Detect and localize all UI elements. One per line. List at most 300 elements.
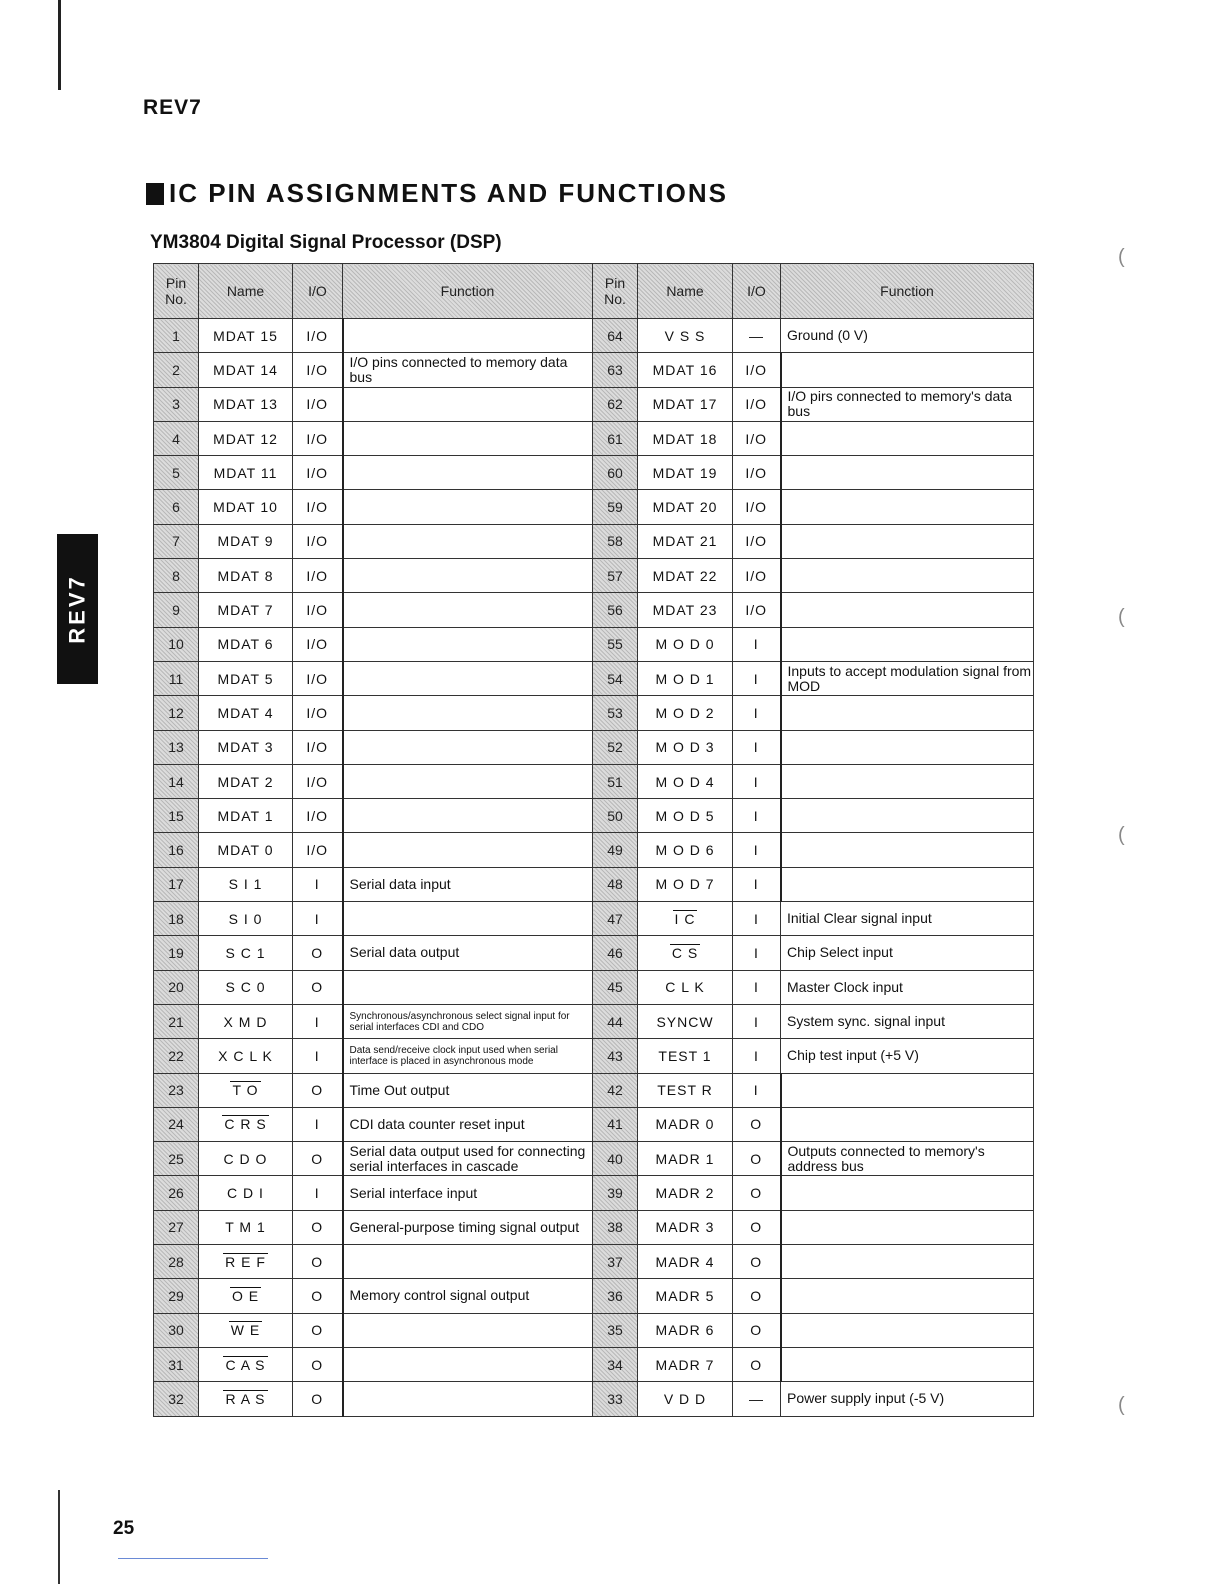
pin-number-text: 58 (607, 533, 623, 550)
pin-number-text: 29 (168, 1287, 184, 1304)
pin-function (781, 524, 1034, 558)
pin-io-text: O (750, 1287, 763, 1304)
pin-io-text: I/O (306, 739, 329, 756)
table-row (154, 1347, 1034, 1381)
pin-io-text: I (753, 842, 759, 859)
pin-io (293, 559, 343, 593)
pin-name (199, 764, 293, 798)
pin-number (154, 524, 199, 558)
table-row (154, 559, 1034, 593)
pin-number-text: 35 (607, 1322, 623, 1339)
pin-io (293, 456, 343, 490)
pin-number (593, 353, 638, 387)
pin-io-text: O (750, 1253, 763, 1270)
pin-io (733, 593, 781, 627)
pin-function-text: Outputs connected to memory's address bus (787, 1142, 985, 1174)
pin-number (154, 1210, 199, 1244)
pin-name (199, 1039, 293, 1073)
pin-name (199, 1382, 293, 1416)
pin-name-text: MDAT 8 (217, 567, 274, 584)
pin-function-text: Power supply input (-5 V) (787, 1390, 945, 1407)
pin-io (733, 1176, 781, 1210)
pin-number (154, 490, 199, 524)
pin-name-text: MADR 6 (655, 1322, 715, 1339)
pin-name-text: M O D 0 (655, 636, 715, 653)
pin-function (781, 627, 1034, 661)
pin-name (199, 1176, 293, 1210)
col-pin-right: Pin No. (593, 264, 638, 319)
pin-io (733, 627, 781, 661)
pin-name (199, 524, 293, 558)
pin-number-text: 39 (607, 1185, 623, 1202)
pin-io (293, 421, 343, 455)
pin-function (781, 696, 1034, 730)
pin-number (593, 1245, 638, 1279)
pin-number (593, 524, 638, 558)
pin-number (593, 421, 638, 455)
pin-io-text: O (311, 1082, 324, 1099)
pin-number-text: 34 (607, 1356, 623, 1373)
pin-name (638, 421, 733, 455)
pin-number (154, 902, 199, 936)
pin-io (293, 627, 343, 661)
binding-mark: ( (1118, 1394, 1125, 1416)
table-row (154, 696, 1034, 730)
pin-io (293, 936, 343, 970)
pin-io (733, 1004, 781, 1038)
pin-function (343, 627, 593, 661)
pin-io-text: I/O (745, 602, 768, 619)
pin-name (199, 936, 293, 970)
pin-number (593, 970, 638, 1004)
pin-name-text: O E (231, 1287, 260, 1304)
pin-io-text: I/O (306, 602, 329, 619)
pin-function-text: Initial Clear signal input (787, 910, 932, 927)
pin-function (343, 490, 593, 524)
pin-function (343, 764, 593, 798)
pin-number (593, 1142, 638, 1176)
pin-number (593, 696, 638, 730)
pin-name (638, 970, 733, 1004)
pin-name (638, 1107, 733, 1141)
pin-function-text: Chip test input (+5 V) (787, 1047, 919, 1064)
col-io-left: I/O (293, 264, 343, 319)
pin-io-text: O (311, 1390, 324, 1407)
pin-number-text: 55 (607, 636, 623, 653)
pin-number-text: 44 (607, 1013, 623, 1030)
pin-number (154, 833, 199, 867)
pin-function (343, 524, 593, 558)
pin-io (293, 970, 343, 1004)
pin-io-text: I (753, 1082, 759, 1099)
pin-name (638, 902, 733, 936)
pin-function-text: I/O pirs connected to memory's data bus (787, 388, 1012, 420)
pin-io-text: O (311, 1219, 324, 1236)
pin-io (733, 833, 781, 867)
pin-function (781, 764, 1034, 798)
pin-io (733, 1382, 781, 1416)
pin-name-text: S C 1 (225, 944, 266, 961)
pin-io-text: I (314, 1116, 320, 1133)
pin-name (638, 1039, 733, 1073)
pin-number-text: 46 (607, 944, 623, 961)
pin-number-text: 12 (168, 704, 184, 721)
pin-io-text: O (311, 1322, 324, 1339)
pin-number (593, 593, 638, 627)
pin-name-text: MDAT 10 (213, 499, 278, 516)
pin-io-text: I (314, 1185, 320, 1202)
pin-io (733, 456, 781, 490)
pin-io (293, 764, 343, 798)
pin-name (199, 867, 293, 901)
pin-io-text: I/O (306, 361, 329, 378)
pin-number-text: 16 (168, 842, 184, 859)
pin-number (593, 1176, 638, 1210)
pin-function (781, 319, 1034, 353)
pin-name-text: MDAT 3 (217, 739, 274, 756)
pin-io (293, 867, 343, 901)
pin-number-text: 15 (168, 807, 184, 824)
pin-number (154, 1004, 199, 1038)
pin-name-text: MDAT 16 (652, 361, 718, 378)
pin-name-text: C L K (665, 979, 705, 996)
pin-name (638, 1004, 733, 1038)
pin-name-text: S I 0 (228, 910, 263, 927)
pin-name (638, 559, 733, 593)
pin-number-text: 7 (172, 533, 180, 550)
pin-function (781, 1382, 1034, 1416)
pin-number (154, 1279, 199, 1313)
pin-number (154, 970, 199, 1004)
pin-name (638, 1142, 733, 1176)
model-header: REV7 (143, 96, 202, 119)
pin-io-text: I (753, 773, 759, 790)
pin-name-text: MDAT 4 (217, 704, 274, 721)
pin-io-text: I (314, 1013, 320, 1030)
pin-function (343, 1004, 593, 1038)
table-row (154, 1142, 1034, 1176)
pin-name (199, 490, 293, 524)
pin-number (154, 593, 199, 627)
pin-function (781, 833, 1034, 867)
pin-io (733, 799, 781, 833)
pin-io (293, 1245, 343, 1279)
pin-io-text: I/O (306, 567, 329, 584)
table-row (154, 936, 1034, 970)
page-title (146, 178, 728, 209)
table-row (154, 1073, 1034, 1107)
pin-io (733, 936, 781, 970)
pin-name (199, 1142, 293, 1176)
left-margin-rule (58, 0, 61, 90)
pin-function (781, 353, 1034, 387)
pin-number-text: 42 (607, 1082, 623, 1099)
pin-name (199, 387, 293, 421)
pin-io (293, 1279, 343, 1313)
pin-name-text: MDAT 6 (217, 636, 274, 653)
pin-function (343, 902, 593, 936)
pin-io-text: O (750, 1356, 763, 1373)
pin-function (343, 867, 593, 901)
pin-io-text: O (750, 1116, 763, 1133)
pin-io (293, 387, 343, 421)
pin-io-text: I/O (745, 430, 768, 447)
pin-number-text: 61 (607, 430, 623, 447)
pin-io (733, 764, 781, 798)
pin-io (293, 1039, 343, 1073)
pin-io-text: O (311, 979, 324, 996)
pin-io (293, 319, 343, 353)
pin-io (733, 1245, 781, 1279)
pin-io-text: I (314, 910, 320, 927)
pin-io (293, 799, 343, 833)
pin-name-text: MADR 1 (655, 1150, 715, 1167)
pin-name-text: MDAT 11 (213, 464, 278, 481)
pin-io-text: I/O (306, 430, 329, 447)
pin-function (343, 1176, 593, 1210)
pin-number (593, 387, 638, 421)
footer-rule (118, 1558, 268, 1559)
pin-number (593, 1279, 638, 1313)
pin-io (293, 1107, 343, 1141)
pin-name (638, 867, 733, 901)
pin-number (154, 1176, 199, 1210)
pin-number-text: 24 (168, 1116, 184, 1133)
table-row (154, 764, 1034, 798)
pin-io-text: O (311, 1253, 324, 1270)
pin-name-text: I C (674, 910, 696, 927)
pin-io (293, 1313, 343, 1347)
table-row (154, 730, 1034, 764)
pin-function (343, 1039, 593, 1073)
pin-function-text: Inputs to accept modulation signal from MOD (787, 662, 1032, 694)
pin-function (781, 1142, 1034, 1176)
pin-function (781, 1039, 1034, 1073)
pin-io-text: I (753, 636, 759, 653)
pin-io-text: O (750, 1185, 763, 1202)
pin-io (733, 1107, 781, 1141)
pin-io-text: I (754, 944, 759, 961)
pin-name (199, 1313, 293, 1347)
pin-function-text: System sync. signal input (787, 1013, 945, 1030)
side-tab-label: REV7 (64, 574, 90, 644)
pin-name-text: MDAT 20 (652, 499, 718, 516)
pin-name (199, 1210, 293, 1244)
pin-function (343, 387, 593, 421)
pin-io (733, 661, 781, 695)
pin-name-text: MDAT 1 (217, 807, 274, 824)
pin-io-text: I/O (745, 533, 768, 550)
pin-number-text: 22 (168, 1047, 184, 1064)
pin-io (733, 387, 781, 421)
pin-io-text: I/O (306, 807, 329, 824)
pin-number (593, 833, 638, 867)
pin-function (781, 1176, 1034, 1210)
pin-io-text: — (749, 327, 764, 344)
pin-number-text: 37 (607, 1253, 623, 1270)
pin-io-text: O (750, 1322, 763, 1339)
pin-number-text: 47 (607, 910, 623, 927)
pin-function (781, 867, 1034, 901)
pin-function (781, 1245, 1034, 1279)
pin-name (199, 559, 293, 593)
pin-number-text: 4 (172, 430, 180, 447)
pin-name-text: MDAT 19 (652, 464, 718, 481)
pin-name (638, 661, 733, 695)
pin-io-text: I/O (745, 567, 768, 584)
pin-io (293, 1210, 343, 1244)
pin-function (781, 1279, 1034, 1313)
pin-number-text: 60 (607, 464, 623, 481)
pin-number (593, 1004, 638, 1038)
pin-name (199, 627, 293, 661)
pin-name-text: V D D (663, 1390, 707, 1407)
pin-name (199, 1073, 293, 1107)
page-number: 25 (113, 1518, 135, 1539)
pin-function (781, 1073, 1034, 1107)
pin-io-text: I/O (745, 361, 768, 378)
table-row (154, 456, 1034, 490)
col-pin-left: Pin No. (154, 264, 199, 319)
pin-io-text: I (753, 807, 759, 824)
pin-io-text: I/O (745, 396, 768, 413)
pin-io-text: I/O (306, 499, 329, 516)
pin-function (781, 799, 1034, 833)
pin-number (154, 799, 199, 833)
pin-number-text: 49 (607, 842, 623, 859)
pin-number-text: 38 (607, 1219, 623, 1236)
binding-mark: ( (1118, 824, 1125, 846)
col-name-left: Name (199, 264, 293, 319)
pin-number-text: 1 (172, 327, 180, 344)
pin-number-text: 59 (607, 499, 623, 516)
table-row (154, 387, 1034, 421)
pin-name-text: MDAT 21 (652, 533, 718, 550)
pin-name-text: C A S (225, 1356, 266, 1373)
pin-io-text: I/O (306, 704, 329, 721)
pin-number-text: 19 (168, 944, 184, 961)
pin-name-text: T M 1 (225, 1219, 266, 1236)
pin-name (638, 833, 733, 867)
pin-name (638, 1073, 733, 1107)
pin-function (781, 559, 1034, 593)
pin-name (199, 456, 293, 490)
pin-name (638, 1210, 733, 1244)
pin-io-text: I/O (745, 499, 768, 516)
pin-number (154, 421, 199, 455)
pin-number (593, 764, 638, 798)
pin-function-text: Synchronous/asynchronous select signal input for serial interfaces CDI and CDO (349, 1010, 570, 1033)
pin-function (343, 1210, 593, 1244)
pin-io-text: I/O (306, 842, 329, 859)
pin-name-text: MDAT 22 (652, 567, 718, 584)
pin-number (593, 867, 638, 901)
pin-number (154, 627, 199, 661)
pin-io (293, 524, 343, 558)
pin-io-text: I (754, 1047, 759, 1064)
table-row (154, 867, 1034, 901)
pin-function (781, 387, 1034, 421)
pin-io (293, 1142, 343, 1176)
table-row (154, 1004, 1034, 1038)
pin-name-text: MDAT 18 (652, 430, 718, 447)
pin-function (343, 1382, 593, 1416)
pin-io (733, 559, 781, 593)
pin-name-text: MDAT 15 (213, 327, 278, 344)
pin-io (733, 490, 781, 524)
pin-name (199, 661, 293, 695)
pin-number (593, 799, 638, 833)
pin-number (154, 661, 199, 695)
pin-function-text: Serial data output used for connecting serial interfaces in cascade (349, 1142, 586, 1174)
col-function-right: Function (781, 264, 1034, 319)
pin-io (733, 730, 781, 764)
pin-function-text: Time Out output (349, 1081, 450, 1098)
pin-number (593, 1210, 638, 1244)
pin-name-text: W E (230, 1322, 261, 1339)
pin-name (638, 456, 733, 490)
pin-io-text: I/O (306, 670, 329, 687)
pin-name (638, 1176, 733, 1210)
pin-io (733, 867, 781, 901)
pin-name-text: M O D 5 (655, 807, 715, 824)
pin-io-text: I (753, 876, 759, 893)
pin-io (733, 1313, 781, 1347)
pin-number (593, 1382, 638, 1416)
pin-function (343, 353, 593, 387)
title-bullet-icon (146, 183, 164, 205)
pin-number-text: 33 (607, 1390, 623, 1407)
pin-name (638, 1279, 733, 1313)
pin-function (343, 456, 593, 490)
pin-name-text: R E F (225, 1253, 266, 1270)
pin-function (343, 1279, 593, 1313)
pin-function (343, 696, 593, 730)
pin-io (733, 353, 781, 387)
pin-name-text: MDAT 17 (652, 396, 718, 413)
pin-function (343, 1347, 593, 1381)
pin-name (638, 1313, 733, 1347)
pin-name-text: MDAT 5 (217, 670, 274, 687)
pin-io-text: I/O (306, 327, 329, 344)
pin-function (781, 1313, 1034, 1347)
pin-io-text: O (311, 1356, 324, 1373)
pin-name (199, 1004, 293, 1038)
pin-io (293, 1004, 343, 1038)
pin-function (343, 1313, 593, 1347)
pin-number (154, 353, 199, 387)
pin-number-text: 28 (168, 1253, 184, 1270)
pin-number-text: 40 (607, 1150, 623, 1167)
pin-io (293, 833, 343, 867)
pin-number-text: 18 (168, 910, 184, 927)
pin-number-text: 21 (168, 1013, 184, 1030)
pin-name-text: MDAT 23 (652, 602, 718, 619)
pin-number-text: 23 (168, 1082, 184, 1099)
pin-name-text: MDAT 12 (213, 430, 278, 447)
pin-number (154, 730, 199, 764)
pin-number (154, 1073, 199, 1107)
pin-function (781, 1347, 1034, 1381)
pin-number-text: 26 (168, 1185, 184, 1202)
pin-number-text: 13 (168, 739, 184, 756)
table-row (154, 970, 1034, 1004)
pin-name-text: SYNCW (656, 1013, 714, 1030)
pin-name (199, 593, 293, 627)
table-row (154, 1279, 1034, 1313)
pin-number-text: 45 (607, 979, 623, 996)
pin-function (781, 902, 1034, 936)
